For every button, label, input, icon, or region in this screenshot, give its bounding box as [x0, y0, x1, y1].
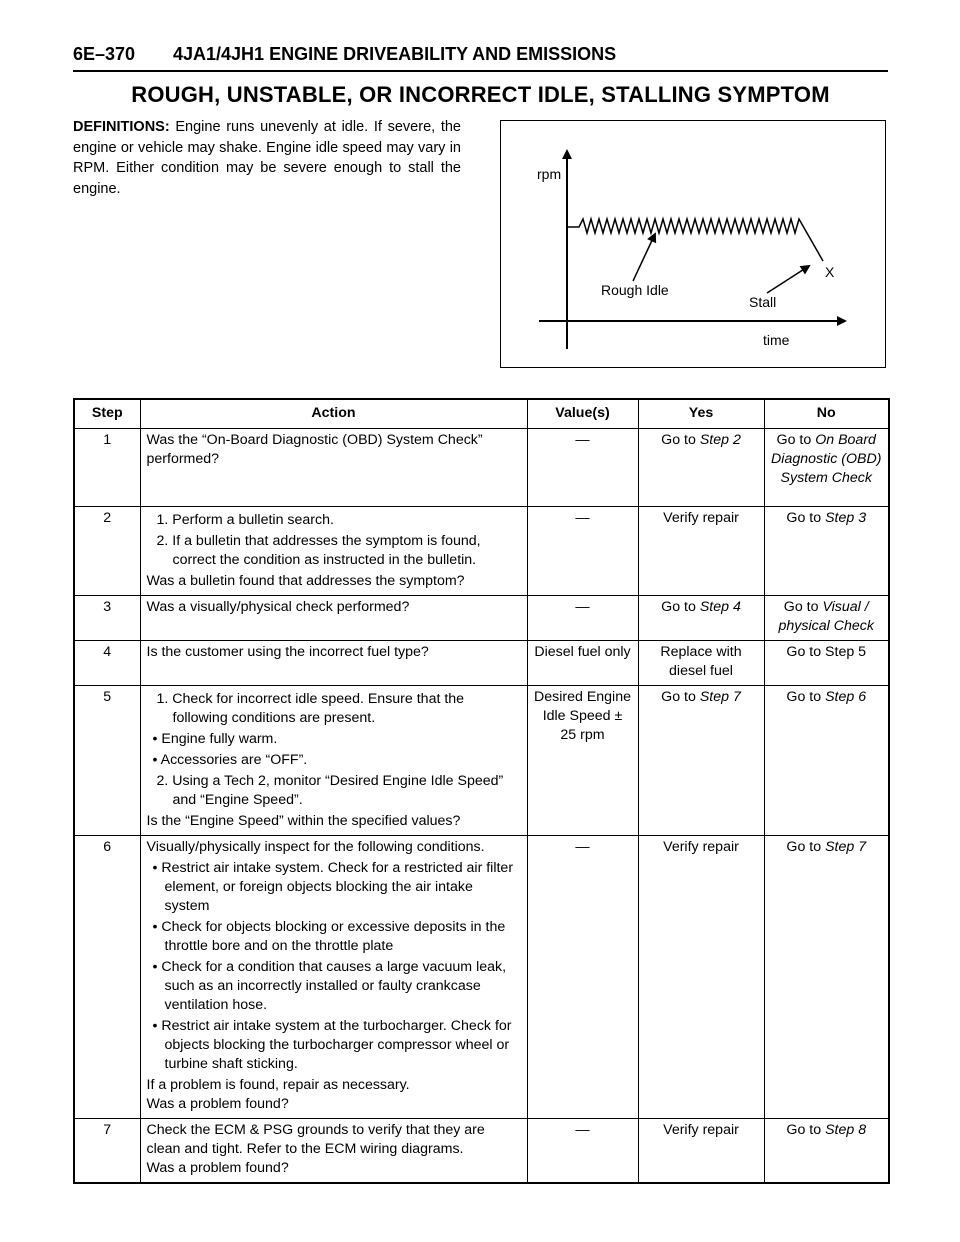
- yes-step-link[interactable]: Step 4: [699, 599, 741, 615]
- table-row: [74, 507, 889, 596]
- action-cell: [140, 686, 527, 836]
- yes-cell: Verify repair: [638, 507, 764, 596]
- yes-prefix: Go to: [661, 599, 700, 615]
- step-number: 7: [74, 1119, 140, 1184]
- action-intro: Visually/physically inspect for the following conditions.: [146, 839, 485, 855]
- stall-mark: X: [825, 264, 835, 280]
- value-cell: —: [527, 1119, 638, 1184]
- header-yes: Yes: [638, 399, 764, 429]
- yes-prefix: Go to: [661, 689, 700, 705]
- no-prefix: Go to: [776, 432, 816, 448]
- step-number: 3: [74, 596, 140, 641]
- header-action: Action: [140, 399, 527, 429]
- step-number: 4: [74, 641, 140, 686]
- no-prefix: Go to: [786, 510, 826, 526]
- action-bullet: • Engine fully warm.: [152, 731, 278, 747]
- table-row: [74, 641, 889, 686]
- stall-label: Stall: [749, 294, 777, 310]
- no-prefix: Go to: [783, 599, 823, 615]
- action-cell: [140, 507, 527, 596]
- action-question: Was a problem found?: [146, 1160, 289, 1176]
- no-step-link[interactable]: On Board Diagnostic (OBD) System Check: [771, 432, 882, 486]
- value-cell: Diesel fuel only: [527, 641, 638, 686]
- action-item: 1. Check for incorrect idle speed. Ensure that the following conditions are present.: [156, 691, 465, 726]
- table-row: [74, 836, 889, 1119]
- yes-cell: Verify repair: [638, 1119, 764, 1184]
- action-cell: Is the customer using the incorrect fuel type?: [140, 641, 527, 686]
- action-cell: [140, 836, 527, 1119]
- no-step-link[interactable]: Visual / physical Check: [778, 599, 874, 634]
- section-title: 4JA1/4JH1 ENGINE DRIVEABILITY AND EMISSIONS: [173, 44, 617, 64]
- step-number: 5: [74, 686, 140, 836]
- yes-prefix: Go to: [661, 432, 700, 448]
- action-item: 1. Perform a bulletin search.: [156, 512, 334, 528]
- action-note: If a problem is found, repair as necessary.: [146, 1077, 410, 1093]
- no-prefix: Go to: [786, 839, 826, 855]
- action-item: 2. If a bulletin that addresses the symptom is found, correct the condition as instructed in the bulletin.: [156, 533, 481, 568]
- value-cell: —: [527, 836, 638, 1119]
- value-cell: —: [527, 429, 638, 507]
- table-row: [74, 686, 889, 836]
- rough-idle-pointer: [633, 234, 655, 281]
- action-bullet: • Restrict air intake system at the turbocharger. Check for objects blocking the turbocharger compressor wheel or turbine shaft sticking.: [152, 1018, 512, 1072]
- table-row: [74, 429, 889, 507]
- no-cell: [764, 507, 889, 596]
- no-prefix: Go to: [786, 1122, 826, 1138]
- step-number: 6: [74, 836, 140, 1119]
- no-prefix: Go to: [786, 689, 826, 705]
- yes-step-link[interactable]: Step 7: [699, 689, 741, 705]
- value-cell: —: [527, 507, 638, 596]
- definitions-paragraph: [73, 117, 461, 199]
- step-number: 2: [74, 507, 140, 596]
- x-axis-label: time: [763, 332, 790, 348]
- yes-cell: [638, 596, 764, 641]
- no-cell: [764, 1119, 889, 1184]
- yes-cell: [638, 686, 764, 836]
- page-number: 6E–370: [73, 44, 136, 64]
- no-cell: [764, 686, 889, 836]
- action-item: 2. Using a Tech 2, monitor “Desired Engine Idle Speed” and “Engine Speed”.: [156, 773, 504, 808]
- action-bullet: • Check for objects blocking or excessive deposits in the throttle bore and on the throttle plate: [152, 919, 506, 954]
- rough-idle-label: Rough Idle: [601, 282, 669, 298]
- header-step: Step: [74, 399, 140, 429]
- page-title: ROUGH, UNSTABLE, OR INCORRECT IDLE, STALLING SYMPTOM: [131, 82, 830, 107]
- diagnostic-table: [73, 398, 890, 1184]
- yes-cell: Replace with diesel fuel: [638, 641, 764, 686]
- y-axis-label: rpm: [537, 166, 562, 182]
- action-question: Was a problem found?: [146, 1096, 289, 1112]
- action-question: Is the “Engine Speed” within the specified values?: [146, 813, 461, 829]
- no-step-link[interactable]: Step 7: [825, 839, 867, 855]
- rough-idle-graph: [501, 121, 887, 369]
- step-number: 1: [74, 429, 140, 507]
- rough-idle-trace: [567, 219, 823, 261]
- header-values: Value(s): [527, 399, 638, 429]
- action-question: Was a bulletin found that addresses the symptom?: [146, 573, 465, 589]
- page-header: [73, 44, 616, 65]
- no-cell: Go to Step 5: [764, 641, 889, 686]
- yes-step-link[interactable]: Step 2: [699, 432, 741, 448]
- table-header-row: [74, 399, 889, 429]
- action-bullet: • Accessories are “OFF”.: [152, 752, 308, 768]
- value-cell: Desired Engine Idle Speed ± 25 rpm: [527, 686, 638, 836]
- action-cell: [140, 1119, 527, 1184]
- no-cell: [764, 836, 889, 1119]
- definitions-label: DEFINITIONS:: [73, 119, 170, 135]
- header-no: No: [764, 399, 889, 429]
- no-step-link[interactable]: Step 6: [825, 689, 867, 705]
- table-row: [74, 1119, 889, 1184]
- action-bullet: • Check for a condition that causes a large vacuum leak, such as an incorrectly installed or faulty crankcase ventilation hose.: [152, 959, 507, 1013]
- no-step-link[interactable]: Step 8: [825, 1122, 867, 1138]
- no-cell: [764, 429, 889, 507]
- stall-pointer: [767, 266, 809, 293]
- rough-idle-diagram: [500, 120, 886, 368]
- no-cell: [764, 596, 889, 641]
- action-cell: Was a visually/physical check performed?: [140, 596, 527, 641]
- action-text: Check the ECM & PSG grounds to verify that they are clean and tight. Refer to the ECM wiring diagrams.: [146, 1122, 485, 1157]
- action-cell: Was the “On-Board Diagnostic (OBD) System Check” performed?: [140, 429, 527, 507]
- header-rule: [73, 70, 888, 72]
- no-step-link[interactable]: Step 3: [825, 510, 867, 526]
- yes-cell: Verify repair: [638, 836, 764, 1119]
- table-row: [74, 596, 889, 641]
- value-cell: —: [527, 596, 638, 641]
- yes-cell: [638, 429, 764, 507]
- action-bullet: • Restrict air intake system. Check for a restricted air filter element, or foreign objects blocking the air intake system: [152, 860, 514, 914]
- definitions-text: Engine runs unevenly at idle. If severe, the engine or vehicle may shake. Engine idle speed may vary in RPM. Either condition may be severe enough to stall the engine.: [73, 119, 461, 197]
